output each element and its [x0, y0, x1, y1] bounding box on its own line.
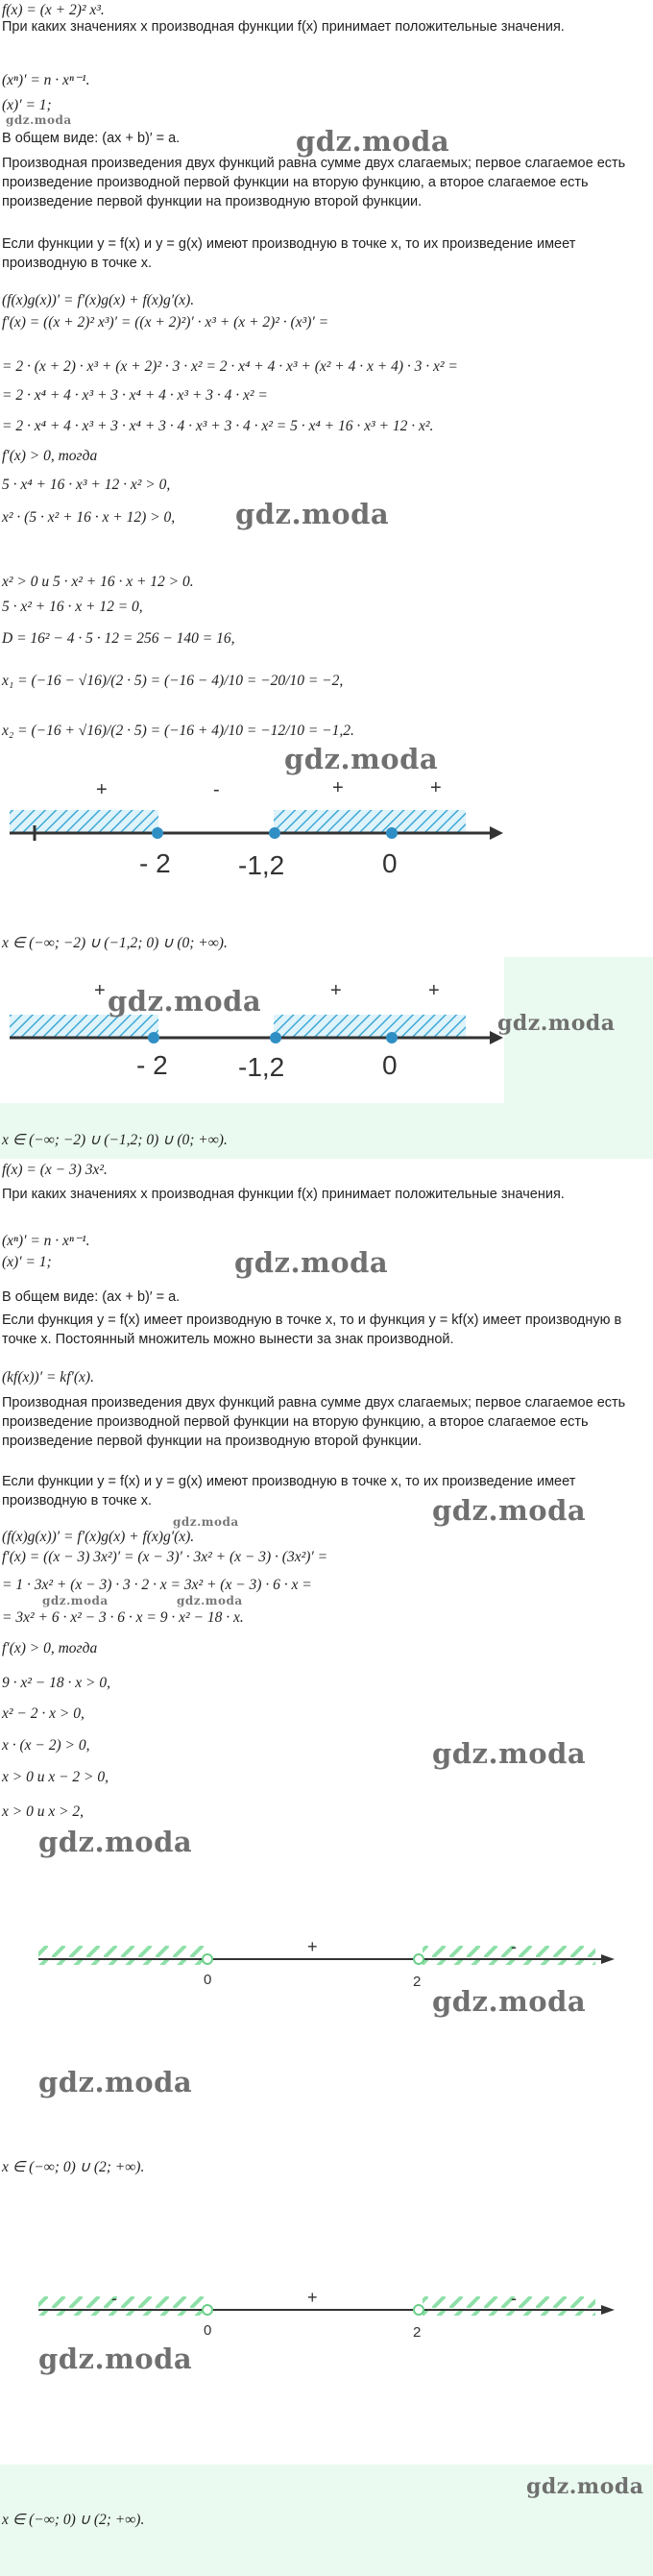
root-x2: x₂ = (−16 + √16)/(2 · 5) = (−16 + 4)/10 = −12/10 = −1,2. — [2, 723, 354, 739]
root-x1: x₁ = (−16 − √16)/(2 · 5) = (−16 − 4)/10 = −20/10 = −2, — [2, 673, 344, 689]
product-condition: Если функции y = f(x) и y = g(x) имеют производную в точке x, то их произведение имеет производную в точке x. — [2, 236, 576, 271]
axis-label: - 2 — [136, 1050, 168, 1080]
sign-label: + — [430, 777, 442, 798]
sign-label: + — [96, 779, 108, 800]
point-marker — [386, 827, 398, 839]
number-line-4 — [0, 2268, 653, 2354]
inequality-1: 9 · x² − 18 · x > 0, — [2, 1675, 110, 1691]
point-marker — [152, 827, 163, 839]
watermark: gdz.moda — [38, 1826, 193, 1858]
watermark: gdz.moda — [38, 2343, 193, 2375]
watermark: gdz.moda — [432, 1494, 587, 1527]
shaded-interval — [423, 2296, 595, 2316]
derivation-line-1: f′(x) = ((x + 2)² x³)′ = ((x + 2)²)′ · x³ + (x + 2)² · (x³)′ = — [2, 314, 329, 331]
answer: x ∈ (−∞; 0) ∪ (2; +∞). — [2, 2512, 145, 2528]
inequality-2: x² − 2 · x > 0, — [2, 1705, 85, 1722]
open-point-marker — [203, 2305, 212, 2315]
watermark: gdz.moda — [234, 1246, 389, 1279]
discriminant: D = 16² − 4 · 5 · 12 = 256 − 140 = 16, — [2, 630, 235, 647]
product-condition: Если функции y = f(x) и y = g(x) имеют производную в точке x, то их произведение имеет производную в точке x. — [2, 1474, 576, 1509]
sign-label: - — [511, 1937, 517, 1956]
inequality-4: x > 0 и x − 2 > 0, — [2, 1769, 109, 1785]
inequality-2: x² · (5 · x² + 16 · x + 12) > 0, — [2, 509, 176, 526]
watermark: gdz.moda — [296, 125, 450, 158]
watermark: gdz.moda — [432, 1737, 587, 1770]
general-rule: В общем виде: (ax + b)′ = a. — [2, 1289, 181, 1305]
power-rule: (xⁿ)′ = n · xⁿ⁻¹. — [2, 1233, 90, 1249]
inequality-3: x² > 0 и 5 · x² + 16 · x + 12 > 0. — [2, 574, 194, 590]
axis-label: 0 — [204, 1972, 212, 1988]
derivation-line-2: = 1 · 3x² + (x − 3) · 3 · 2 · x = 3x² + (x − 3) · 6 · x = — [2, 1577, 312, 1593]
question-text: При каких значениях x производная функции f(x) принимает положительные значения. — [2, 1187, 565, 1202]
sign-label: + — [428, 980, 440, 1001]
watermark: gdz.moda — [173, 1515, 239, 1529]
open-point-marker — [414, 1954, 423, 1964]
positivity-condition: f′(x) > 0, тогда — [2, 448, 98, 464]
product-formula: (f(x)g(x))′ = f′(x)g(x) + f(x)g′(x). — [2, 1529, 195, 1545]
axis-label: 0 — [382, 1050, 398, 1080]
constant-factor-formula: (kf(x))′ = kf′(x). — [2, 1369, 94, 1386]
answer: x ∈ (−∞; 0) ∪ (2; +∞). — [2, 2159, 145, 2175]
number-line-1 — [0, 778, 653, 884]
derivation-line-3: = 3x² + 6 · x² − 3 · 6 · x = 9 · x² − 18 · x. — [2, 1609, 244, 1626]
derivation-line-1: f′(x) = ((x − 3) 3x²)′ = (x − 3)′ · 3x² + (x − 3) · (3x²)′ = — [2, 1549, 328, 1565]
shaded-interval — [38, 2296, 206, 2316]
point-marker — [386, 1032, 398, 1043]
watermark: gdz.moda — [38, 2066, 193, 2098]
sign-label: + — [307, 2288, 318, 2307]
shaded-interval — [10, 1015, 158, 1039]
shaded-interval — [274, 1015, 466, 1039]
axis-label: 0 — [382, 848, 398, 878]
watermark: gdz.moda — [177, 1594, 243, 1607]
shaded-interval — [423, 1946, 595, 1965]
watermark: gdz.moda — [497, 1011, 616, 1036]
constant-factor-text: Если функция y = f(x) имеет производную в точке x, то и функция y = kf(x) имеет производную в точке x. Постоянный множитель можно вынести за знак производной. — [2, 1313, 622, 1347]
product-rule-text: Производная произведения двух функций равна сумме двух слагаемых; первое слагаемое есть произведение производной первой функции на вторую функцию, а второе слагаемое есть произведение первой функции на производную второй функции. — [2, 156, 626, 209]
watermark: gdz.moda — [235, 498, 390, 530]
axis-label: 0 — [204, 2322, 212, 2339]
inequality-1: 5 · x⁴ + 16 · x³ + 12 · x² > 0, — [2, 477, 171, 493]
positivity-condition: f′(x) > 0, тогда — [2, 1640, 98, 1656]
derivation-line-3: = 2 · x⁴ + 4 · x³ + 3 · x⁴ + 4 · x³ + 3 · 4 · x² = — [2, 387, 268, 404]
axis-label: 2 — [413, 1974, 422, 1990]
answer: x ∈ (−∞; −2) ∪ (−1,2; 0) ∪ (0; +∞). — [2, 935, 228, 951]
watermark: gdz.moda — [432, 1985, 587, 2018]
sign-label: - — [213, 779, 220, 800]
point-marker — [148, 1032, 159, 1043]
axis-label: -1,2 — [238, 1052, 285, 1082]
watermark: gdz.moda — [6, 113, 72, 127]
x-derivative-rule: (x)′ = 1; — [2, 1254, 52, 1270]
derivation-line-2: = 2 · (x + 2) · x³ + (x + 2)² · 3 · x² = 2 · x⁴ + 4 · x³ + (x² + 4 · x + 4) · 3 · x² = — [2, 358, 458, 375]
quadratic-equation: 5 · x² + 16 · x + 12 = 0, — [2, 599, 143, 615]
function-statement: f(x) = (x − 3) 3x². — [2, 1162, 108, 1178]
inequality-3: x · (x − 2) > 0, — [2, 1737, 90, 1754]
watermark: gdz.moda — [526, 2474, 644, 2499]
sign-label: + — [332, 777, 344, 798]
derivation-line-4: = 2 · x⁴ + 4 · x³ + 3 · x⁴ + 3 · 4 · x³ + 3 · 4 · x² = 5 · x⁴ + 16 · x³ + 12 · x². — [2, 418, 434, 434]
watermark: gdz.moda — [108, 985, 262, 1018]
sign-label: + — [94, 980, 106, 1001]
open-point-marker — [414, 2305, 423, 2315]
shaded-interval — [274, 810, 466, 834]
power-rule: (xⁿ)′ = n · xⁿ⁻¹. — [2, 72, 90, 88]
watermark: gdz.moda — [42, 1594, 109, 1607]
answer: x ∈ (−∞; −2) ∪ (−1,2; 0) ∪ (0; +∞). — [2, 1132, 228, 1148]
sign-label: + — [307, 1937, 318, 1956]
sign-label: - — [511, 2289, 517, 2308]
question-text: При каких значениях x производная функции f(x) принимает положительные значения. — [2, 19, 565, 35]
axis-label: -1,2 — [238, 850, 285, 880]
product-rule-text: Производная произведения двух функций равна сумме двух слагаемых; первое слагаемое есть произведение производной первой функции на вторую функцию, а второе слагаемое есть произведение первой функции на производную второй функции. — [2, 1395, 626, 1449]
point-marker — [270, 1032, 281, 1043]
sign-label: - — [111, 2289, 117, 2308]
axis-label: - 2 — [139, 848, 171, 878]
shaded-interval — [38, 1946, 206, 1965]
inequality-5: x > 0 и x > 2, — [2, 1803, 85, 1820]
open-point-marker — [203, 1954, 212, 1964]
watermark: gdz.moda — [284, 743, 439, 775]
product-formula: (f(x)g(x))′ = f′(x)g(x) + f(x)g′(x). — [2, 292, 195, 308]
shaded-interval — [10, 810, 158, 834]
point-marker — [269, 827, 280, 839]
axis-label: 2 — [413, 2324, 422, 2341]
x-derivative-rule: (x)′ = 1; — [2, 97, 52, 113]
sign-label: + — [330, 980, 342, 1001]
function-statement: f(x) = (x + 2)² x³. — [2, 2, 105, 18]
general-rule: В общем виде: (ax + b)′ = a. — [2, 131, 181, 146]
